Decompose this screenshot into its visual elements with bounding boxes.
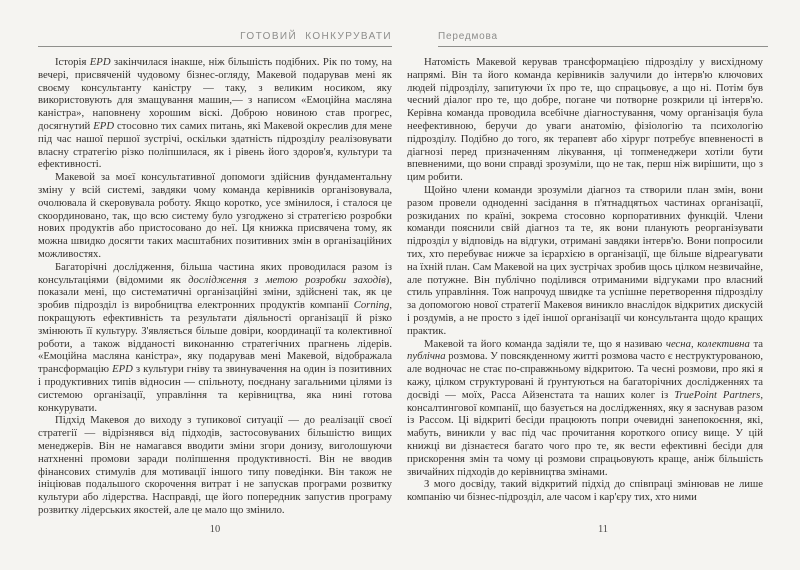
paragraph: Підхід Макевоя до виходу з тупикової ситуації — до реалізації своєї стратегії — відрізнявся від підходів, застосовуваних більшістю вищих менеджерів. Він не намагався вводити зміни згори донизу, виголошуючи натхненні промови заради поліпшення продуктивності. Він не вводив фінансових стимулів для мотивації іншого типу поведінки. Він також не ініціював подальшого скорочення витрат і не запускав програми розвитку культури або лідерства. Насправді, ще його попередник запустив програму розвитку лідерських якостей, але це мало що змінило. (38, 414, 392, 516)
paragraph: З мого досвіду, такий відкритий підхід до співпраці змінював не лише компанію чи бізнес-підрозділ, але часом і кар'єру тих, хто ними (407, 478, 763, 504)
right-header-rule (438, 46, 768, 47)
paragraph: Історія EPD закінчилася інакше, ніж більшість подібних. Рік по тому, на вечері, присвяченій чудовому бізнес-огляду, Макевой подарував мені як своєму консультанту каністру — таку, з великим носиком, яку використовують для змащування машин,— з написом «Емоційна масляна каністра», наповнену хорошим віскі. Доброю новиною став прогрес, досягнутий EPD стосовно тих самих питань, які Макевой окреслив для мене під час нашої першої зустрічі, оскільки здатність підрозділу реалізовувати власну стратегію різко поліпшилася, як і рівень його здоров'я, культури та ефективності. (38, 56, 393, 171)
right-running-head: Передмова (438, 31, 498, 42)
paragraph: Макевой за моєї консультативної допомоги здійснив фундаментальну зміну у всій системі, завдяки чому команда керівників організовувала, очолювала й скеровувала роботу. Якщо коротко, усе змінилося, і сталося це скоординовано, так, що всю систему було узгоджено зі стратегією розробки нових продуктів або пристосовано до неї. Ця книжка присвячена тому, як можна швидко досягти таких масштабних позитивних змін в організаційних можливостях. (38, 171, 392, 260)
paragraph: Макевой та його команда задіяли те, що я називаю чесна, колективна та публічна розмова. У повсякденному житті розмова часто є неструктурованою, але водночас не стає по-справжньому відкритою. Та чесні розмови, про які я кажу, цілком структуровані й ґрунтуються на багаторічних дослідженнях та досвіді — моїх, Расса Айзенстата та наших колег із TruePoint Partners, консалтингової компанії, що базується на дослідженнях, яку я заснував разом із Рассом. Ці відкриті бесіди працюють попри очевидні занепокоєння, які, мабуть, виникли у вас під час прочитання короткого опису вище. У цій книжці ви дізнаєтеся багато чого про те, як вести ефективні бесіди для прискорення змін та чому ці розмови спрацьовують краще, аніж більшість звичайних підходів до керівництва змінами. (407, 337, 763, 478)
paragraph: Щойно члени команди зрозуміли діагноз та створили план змін, вони разом провели одноденні засідання в п'ятнадцятьох частинах організації, розкиданих по країні, зокрема стосовно корпоративних функцій. Члени команди пояснили свій діагноз та те, як вони планують реорганізувати підрозділ у відповідь на відгуки, отримані завдяки інтерв'ю. Вони попросили тих, хто перебуває нижче за ієрархією в організації, ще більше відреагувати на їхній план. Сам Макевой на цих зустрічах зробив щось цілком незвичайне, але потужне. Він публічно поділився отриманими відгуками про власний стиль управління. Тож напрочуд швидке та успішне перетворення підрозділу за допомогою нової стратегії Макевоя виникло внаслідок відкритих дискусій і роздумів, а не просто з ідеї іншої організації чи консультанта щодо кращих практик. (407, 183, 763, 337)
left-header-rule (38, 46, 392, 47)
left-running-head: ГОТОВИЙ КОНКУРУВАТИ (240, 31, 392, 42)
left-page (38, 0, 392, 570)
right-page (407, 0, 763, 570)
right-page-number: 11 (597, 524, 609, 535)
left-page-number: 10 (209, 524, 221, 535)
paragraph: Багаторічні дослідження, більша частина яких проводилася разом із консультаціями (відомими як дослідження з метою розробки заходів), показали мені, що систематичні організаційні зміни, здійснені так, як це зробив підрозділ із виробництва електронних продуктів компанії Corning, покращують ефективність та результати діяльності організації й різко змінюють її культуру. З'являється більше довіри, координації та колективної роботи, а також відданості виконанню стратегічних прагнень лідерів. «Емоційна масляна каністра», яку подарував мені Макевой, відображала трансформацію EPD з культури гніву та звинувачення на один із позитивних і продуктивних типів відносин — спільноту, поєднану загальними цілями із системою організації, управління та керівництва, яка нині готова конкурувати. (38, 260, 392, 414)
right-body-text (407, 56, 763, 504)
left-body-text (38, 56, 392, 517)
paragraph: Натомість Макевой керував трансформацією підрозділу у висхідному напрямі. Він та його команда керівників залучили до інтерв'ю ключових людей підрозділу, запитуючи їх про те, що спрацьовує, а що ні. Потім був чесний діалог про те, що добре, погане чи потворне розкрили ці інтерв'ю. Керівна команда проводила всебічне діагностування, чому організація була неефективною, беручи до уваги анатомію, фізіологію та психологію підрозділу. Подібно до того, як терапевт або хірург потребує впевненості в діагнозі перед призначенням лікування, ці топменеджери хотіли бути впевненими, що вони справді зрозуміли, що не так, перш ніж вирішити, що з цим робити. (407, 56, 763, 184)
